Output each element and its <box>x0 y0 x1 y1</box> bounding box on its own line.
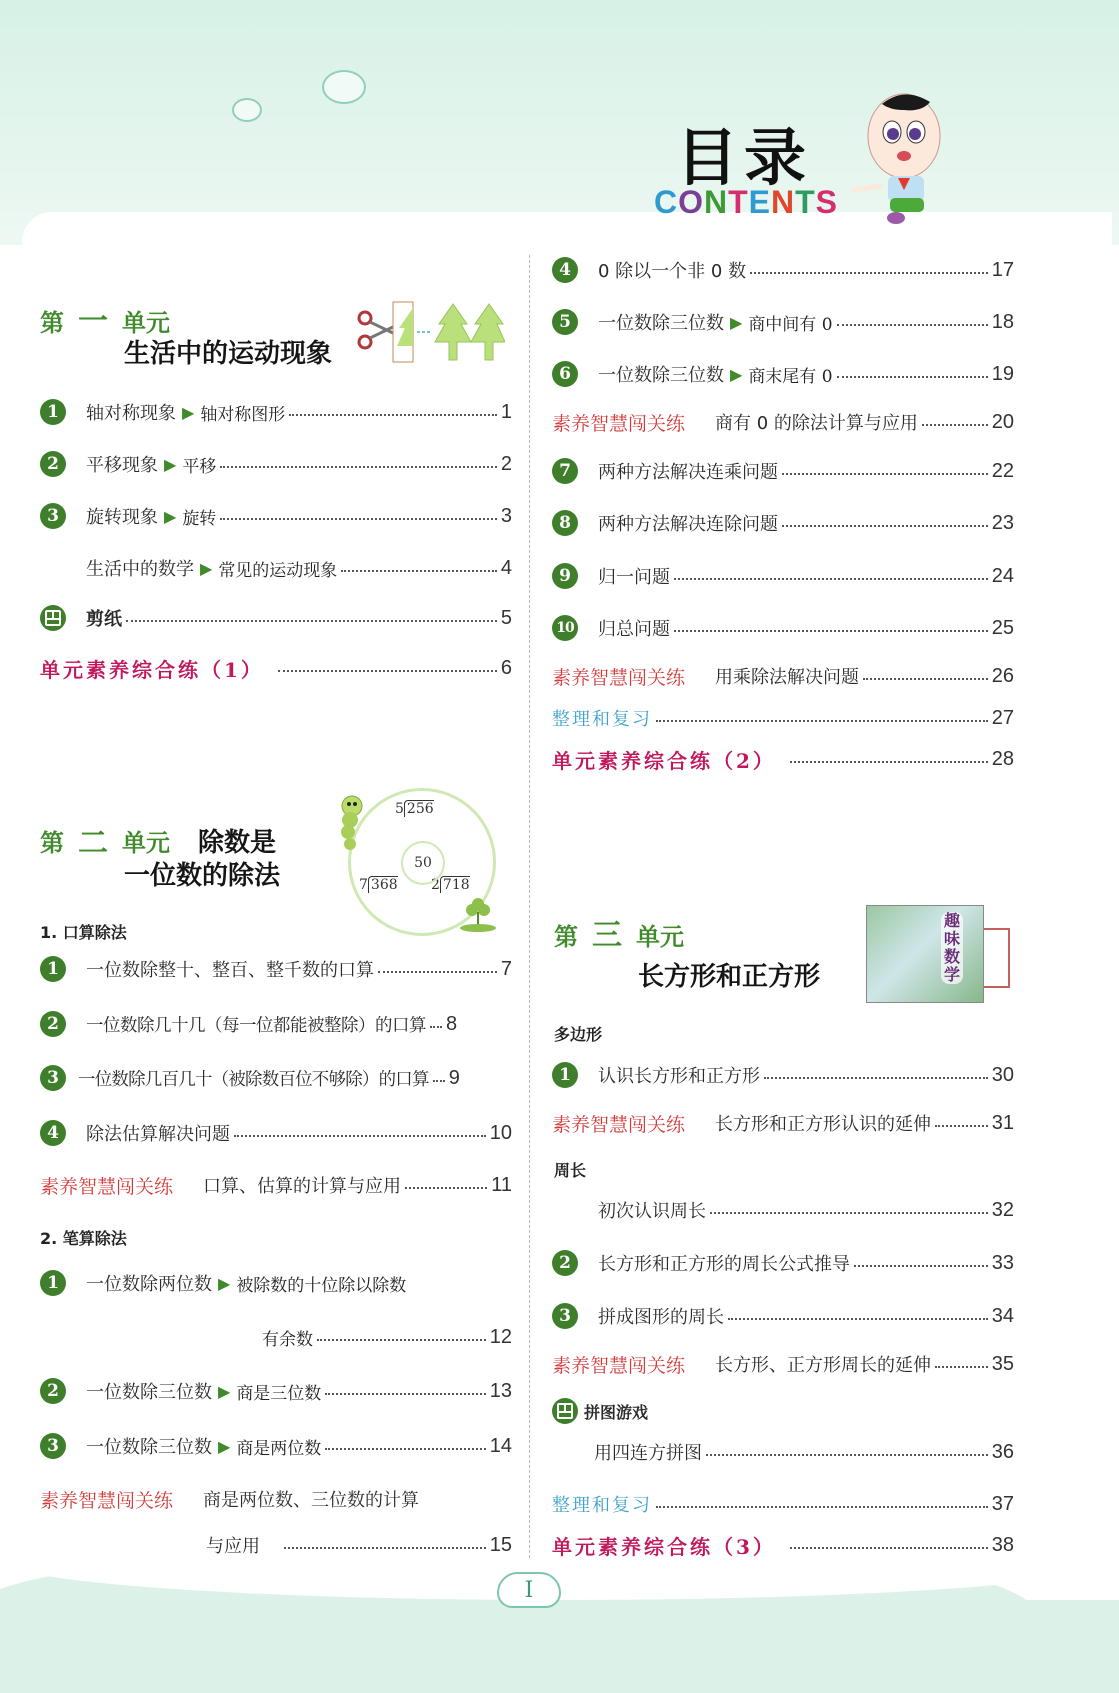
letter: N <box>771 184 796 220</box>
lesson-number-badge: 3 <box>40 1065 66 1091</box>
page-number: 14 <box>489 1434 512 1457</box>
toc-entry[interactable] <box>552 1060 1014 1090</box>
toc-entry[interactable] <box>552 1195 1014 1225</box>
lesson-number-badge: 10 <box>552 615 578 641</box>
toc-entry-challenge[interactable] <box>40 1484 512 1514</box>
toc-entry-challenge[interactable] <box>40 1170 512 1200</box>
entry-title: 一位数除三位数 <box>86 1437 212 1458</box>
entry-title: 长方形和正方形的周长公式推导 <box>598 1254 850 1275</box>
book-cover-illustration <box>866 905 984 1003</box>
unit-number: 二 <box>78 826 108 861</box>
play-arrow-icon: ▶ <box>200 558 213 578</box>
toc-entry-challenge[interactable] <box>552 1108 1014 1138</box>
leader-dots <box>750 272 988 274</box>
toc-entry[interactable] <box>552 359 1014 389</box>
toc-entry[interactable] <box>552 561 1014 591</box>
entry-title: 一位数除几百几十（被除数百位不够除）的口算 <box>78 1069 429 1090</box>
page-title: 目录 <box>676 121 813 194</box>
toc-entry[interactable] <box>552 255 1014 285</box>
unit-number: 三 <box>592 918 622 953</box>
toc-entry[interactable] <box>552 307 1014 337</box>
letter: O <box>678 184 704 220</box>
entry-subtitle: 平移 <box>182 456 217 477</box>
letter: E <box>748 184 771 220</box>
entry-title: 与应用 <box>206 1536 260 1557</box>
entry-title: 两种方法解决连除问题 <box>598 514 778 535</box>
entry-subtitle: 旋转 <box>182 508 217 529</box>
entry-title: 用四连方拼图 <box>594 1443 702 1464</box>
leader-dots <box>278 670 497 672</box>
entry-title: 0 除以一个非 0 数 <box>598 261 747 282</box>
entry-subtitle: 常见的运动现象 <box>218 560 338 581</box>
entry-title: 一位数除三位数 <box>598 313 724 334</box>
entry-title: 长方形、正方形周长的延伸 <box>715 1355 932 1376</box>
play-arrow-icon: ▶ <box>730 364 743 384</box>
unit-2-title-line2: 一位数的除法 <box>124 861 281 891</box>
lesson-number-badge: 5 <box>552 309 578 335</box>
play-arrow-icon: ▶ <box>730 312 743 332</box>
play-arrow-icon: ▶ <box>218 1273 231 1293</box>
page-number: 35 <box>991 1352 1014 1375</box>
page-number: 26 <box>991 664 1014 687</box>
unit-label-prefix: 第 <box>40 828 64 857</box>
entry-title: 商有 0 的除法计算与应用 <box>715 413 918 434</box>
page-number: 15 <box>489 1533 512 1556</box>
toc-entry-continuation[interactable] <box>262 1322 512 1352</box>
play-arrow-icon: ▶ <box>218 1436 231 1456</box>
page-number: 34 <box>991 1304 1014 1327</box>
lesson-number-badge: 1 <box>552 1062 578 1088</box>
leader-dots <box>710 1212 988 1214</box>
letter: S <box>815 184 838 220</box>
challenge-label: 素养智慧闯关练 <box>552 666 686 689</box>
leader-dots <box>284 1547 486 1549</box>
challenge-label: 素养智慧闯关练 <box>552 1354 686 1377</box>
toc-entry-unit-review[interactable] <box>40 653 512 683</box>
toc-entry-unit-review[interactable] <box>552 744 1014 774</box>
leader-dots <box>378 971 497 973</box>
leader-dots <box>837 376 988 378</box>
entry-title: 认识长方形和正方形 <box>598 1066 760 1087</box>
leader-dots <box>656 720 988 722</box>
toc-entry[interactable] <box>552 508 1014 538</box>
toc-entry-challenge[interactable] <box>552 661 1014 691</box>
leader-dots <box>935 1125 988 1127</box>
leader-dots <box>234 1135 486 1137</box>
page-number: 10 <box>489 1121 512 1144</box>
mascot-boy-icon <box>852 90 957 230</box>
entry-title: 除法估算解决问题 <box>86 1124 230 1145</box>
page-number: 18 <box>991 310 1014 333</box>
toc-entry[interactable] <box>40 1376 512 1406</box>
toc-entry-summary[interactable] <box>552 703 1014 733</box>
page-number: 19 <box>991 362 1014 385</box>
field-practice-icon <box>552 1398 578 1424</box>
challenge-label: 素养智慧闯关练 <box>40 1489 174 1512</box>
play-arrow-icon: ▶ <box>182 402 195 422</box>
lesson-number-badge: 4 <box>552 257 578 283</box>
entry-title: 一位数除几十几（每一位都能被整除）的口算 <box>86 1015 426 1036</box>
footer-background <box>0 1600 1119 1693</box>
wheel-center: 50 <box>401 841 445 885</box>
toc-entry[interactable] <box>40 1268 512 1298</box>
game-heading: 拼图游戏 <box>584 1402 649 1422</box>
challenge-label: 素养智慧闯关练 <box>552 1113 686 1136</box>
lesson-number-badge: 4 <box>40 1120 66 1146</box>
leader-dots <box>341 570 497 572</box>
leader-dots <box>935 1366 988 1368</box>
lesson-number-badge: 3 <box>40 503 66 529</box>
page-number: 27 <box>991 706 1014 729</box>
entry-title: 整理和复习 <box>552 1495 652 1516</box>
entry-subtitle: 商是三位数 <box>236 1383 322 1404</box>
unit-number: 一 <box>78 304 108 339</box>
page-number: 4 <box>500 556 512 579</box>
unit-3-label <box>554 910 684 954</box>
page-number: 20 <box>991 410 1014 433</box>
leader-dots <box>325 1393 485 1395</box>
letter: T <box>795 184 816 220</box>
division-expression: 7 368 <box>359 877 398 893</box>
entry-title: 初次认识周长 <box>598 1201 706 1222</box>
page-number: 38 <box>991 1533 1014 1556</box>
leader-dots <box>706 1454 988 1456</box>
toc-entry[interactable] <box>40 954 512 984</box>
leader-dots <box>674 578 988 580</box>
entry-title: 长方形和正方形认识的延伸 <box>715 1114 932 1135</box>
leader-dots <box>764 1077 988 1079</box>
lesson-number-badge: 7 <box>552 458 578 484</box>
lesson-number-badge: 2 <box>40 1011 66 1037</box>
entry-title: 单元素养综合练（3） <box>552 1534 776 1559</box>
caterpillar-icon <box>336 794 368 854</box>
leader-dots <box>433 1080 445 1082</box>
leader-dots <box>728 1318 988 1320</box>
entry-title: 商是两位数、三位数的计算 <box>203 1490 420 1511</box>
page-number: 3 <box>500 504 512 527</box>
section-heading: 2. 笔算除法 <box>40 1229 127 1248</box>
leader-dots <box>837 324 988 326</box>
page-number: 11 <box>491 1173 512 1196</box>
lesson-number-badge: 3 <box>40 1433 66 1459</box>
page-number: 31 <box>991 1111 1014 1134</box>
entry-title: 旋转现象 <box>86 507 158 528</box>
toc-entry[interactable] <box>40 501 512 531</box>
entry-title: 拼成图形的周长 <box>598 1307 724 1328</box>
leader-dots <box>854 1265 988 1267</box>
clover-plant-icon <box>458 896 498 932</box>
page-number: 25 <box>991 616 1014 639</box>
entry-subtitle: 商末尾有 0 <box>748 366 833 387</box>
letter: C <box>654 184 679 220</box>
entry-title: 一位数除两位数 <box>86 1274 212 1295</box>
page-number: 8 <box>446 1012 458 1035</box>
unit-3-heading <box>554 910 684 954</box>
page-number: 5 <box>500 606 512 629</box>
leader-dots <box>220 518 497 520</box>
entry-title: 生活中的数学 <box>86 559 194 580</box>
column-divider <box>529 255 530 1558</box>
toc-entry[interactable] <box>552 1301 1014 1331</box>
page-number: 12 <box>489 1325 512 1348</box>
entry-title: 单元素养综合练（2） <box>552 748 776 773</box>
leader-dots <box>863 678 988 680</box>
leader-dots <box>782 525 988 527</box>
challenge-label: 素养智慧闯关练 <box>552 412 686 435</box>
toc-entry[interactable] <box>40 603 512 633</box>
entry-subtitle: 轴对称图形 <box>200 404 286 425</box>
page-subtitle-contents <box>654 184 838 221</box>
entry-title: 归总问题 <box>598 619 670 640</box>
entry-title: 平移现象 <box>86 455 158 476</box>
entry-subtitle: 商中间有 0 <box>748 314 833 335</box>
toc-entry[interactable] <box>552 456 1014 486</box>
toc-entry-challenge[interactable] <box>552 1349 1014 1379</box>
toc-entry[interactable] <box>40 1063 512 1093</box>
page-number: 9 <box>448 1066 460 1089</box>
toc-entry[interactable] <box>40 449 512 479</box>
lesson-number-badge: 1 <box>40 956 66 982</box>
unit-2-title-line1: 除数是 <box>198 827 277 858</box>
page-number: 22 <box>991 459 1014 482</box>
entry-title: 一位数除三位数 <box>598 365 724 386</box>
lesson-number-badge: 2 <box>40 1378 66 1404</box>
scissors-tree-icon <box>355 298 505 364</box>
toc-entry[interactable] <box>40 1009 512 1039</box>
entry-subtitle: 被除数的十位除以除数 <box>236 1275 407 1296</box>
lesson-number-badge: 1 <box>40 1270 66 1296</box>
toc-entry[interactable] <box>552 1248 1014 1278</box>
page-number: 1 <box>500 400 512 423</box>
page-number: 17 <box>991 258 1014 281</box>
lesson-number-badge: 9 <box>552 563 578 589</box>
play-arrow-icon: ▶ <box>164 506 177 526</box>
play-arrow-icon: ▶ <box>218 1381 231 1401</box>
leader-dots <box>405 1187 487 1189</box>
page-number: 28 <box>991 747 1014 770</box>
leader-dots <box>220 466 497 468</box>
page-number: 7 <box>500 957 512 980</box>
toc-entry-unit-review[interactable] <box>552 1530 1014 1560</box>
page-number: 23 <box>991 511 1014 534</box>
unit-label-suffix: 单元 <box>122 828 170 857</box>
leader-dots <box>674 630 988 632</box>
leader-dots <box>782 473 988 475</box>
play-arrow-icon: ▶ <box>164 454 177 474</box>
leader-dots <box>790 761 988 763</box>
entry-title: 一位数除三位数 <box>86 1382 212 1403</box>
page-number: 37 <box>991 1492 1014 1515</box>
entry-title: 单元素养综合练（1） <box>40 657 264 682</box>
page-number-badge: I <box>497 1572 561 1608</box>
entry-title: 轴对称现象 <box>86 403 176 424</box>
leader-dots <box>289 414 497 416</box>
section-heading: 多边形 <box>554 1025 603 1044</box>
toc-entry[interactable] <box>40 553 512 583</box>
leader-dots <box>656 1506 988 1508</box>
entry-title: 口算、估算的计算与应用 <box>203 1176 402 1197</box>
challenge-label: 素养智慧闯关练 <box>40 1175 174 1198</box>
entry-subtitle: 有余数 <box>262 1329 313 1350</box>
section-heading: 周长 <box>554 1161 587 1180</box>
letter: T <box>728 184 749 220</box>
leader-dots <box>317 1339 486 1341</box>
page-number: 2 <box>500 452 512 475</box>
unit-label-suffix: 单元 <box>636 923 684 951</box>
entry-title: 一位数除整十、整百、整千数的口算 <box>86 960 374 981</box>
unit-label-prefix: 第 <box>40 309 64 337</box>
page-number: 13 <box>489 1379 512 1402</box>
entry-title: 剪纸 <box>86 609 122 630</box>
lesson-number-badge: 3 <box>552 1303 578 1329</box>
division-expression: 2 718 <box>431 877 470 893</box>
toc-entry[interactable] <box>552 1437 1014 1467</box>
leader-dots <box>325 1448 485 1450</box>
leader-dots <box>430 1026 442 1028</box>
lesson-number-badge: 2 <box>552 1250 578 1276</box>
book-tab-decoration <box>984 928 1010 988</box>
page-number: 6 <box>500 656 512 679</box>
page-number: 24 <box>991 564 1014 587</box>
unit-label-prefix: 第 <box>554 923 578 951</box>
toc-entry-summary[interactable] <box>552 1489 1014 1519</box>
entry-title: 用乘除法解决问题 <box>715 667 860 688</box>
entry-title: 整理和复习 <box>552 709 652 730</box>
leader-dots <box>922 424 988 426</box>
lesson-number-badge: 2 <box>40 451 66 477</box>
entry-subtitle: 商是两位数 <box>236 1438 322 1459</box>
page-number: 36 <box>991 1440 1014 1463</box>
toc-entry[interactable] <box>40 397 512 427</box>
page-number: 33 <box>991 1251 1014 1274</box>
toc-entry[interactable] <box>40 1431 512 1461</box>
toc-entry-challenge[interactable] <box>552 407 1014 437</box>
lesson-number-badge: 1 <box>40 399 66 425</box>
letter: N <box>704 184 729 220</box>
unit-1-title: 生活中的运动现象 <box>124 339 333 369</box>
leader-dots <box>126 620 497 622</box>
section-heading: 1. 口算除法 <box>40 923 127 942</box>
entry-title: 归一问题 <box>598 567 670 588</box>
unit-3-title: 长方形和正方形 <box>638 962 821 992</box>
page-number: 32 <box>991 1198 1014 1221</box>
page-number: 30 <box>991 1063 1014 1086</box>
division-expression: 5 256 <box>395 801 434 817</box>
field-practice-icon <box>40 605 66 631</box>
unit-label-suffix: 单元 <box>122 309 170 337</box>
toc-game-heading <box>552 1396 1014 1426</box>
toc-entry[interactable] <box>40 1118 512 1148</box>
lesson-number-badge: 8 <box>552 510 578 536</box>
toc-entry-continuation[interactable] <box>206 1530 512 1560</box>
lesson-number-badge: 6 <box>552 361 578 387</box>
leader-dots <box>790 1547 988 1549</box>
book-title: 趣味数学 <box>941 912 963 984</box>
entry-title: 两种方法解决连乘问题 <box>598 462 778 483</box>
toc-entry[interactable] <box>552 613 1014 643</box>
